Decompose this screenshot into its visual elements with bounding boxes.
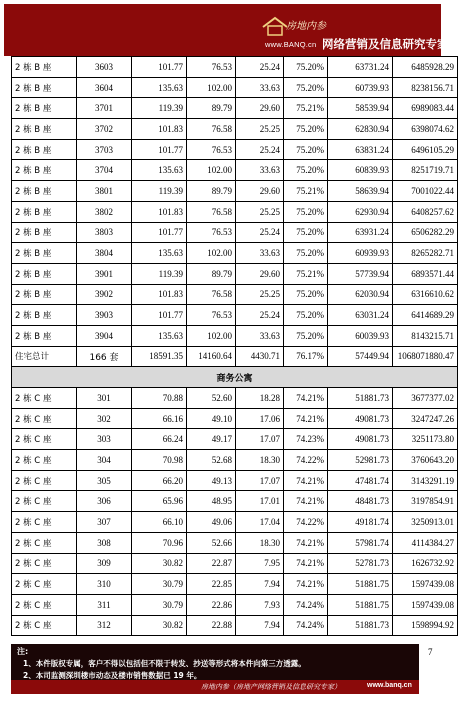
cell-8: 1597439.08 — [393, 574, 458, 595]
cell-4: 89.79 — [187, 181, 236, 202]
cell-4: 22.85 — [187, 574, 236, 595]
price-table-body — [12, 57, 458, 636]
cell-5: 7.94 — [236, 574, 284, 595]
cell-2: 304 — [77, 450, 132, 471]
cell-6: 75.20% — [284, 325, 328, 346]
cell-1: 2 栋 C 座 — [12, 512, 77, 533]
cell-4: 102.00 — [187, 77, 236, 98]
table-row — [12, 429, 458, 450]
cell-3: 101.77 — [132, 222, 187, 243]
cell-4: 52.60 — [187, 388, 236, 409]
cell-2: 306 — [77, 491, 132, 512]
note-line-1: 1、本件版权专属，客户不得以包括但不限于转发、抄送等形式将本件向第三方透露。 — [23, 659, 306, 668]
cell-8: 1597439.08 — [393, 594, 458, 615]
cell-2: 311 — [77, 594, 132, 615]
cell-7: 62030.94 — [328, 284, 393, 305]
total-row — [12, 346, 458, 367]
cell-7: 62930.94 — [328, 201, 393, 222]
cell-7: 51881.73 — [328, 615, 393, 636]
cell-6: 75.20% — [284, 119, 328, 140]
cell-2: 3903 — [77, 305, 132, 326]
cell-4: 22.88 — [187, 615, 236, 636]
cell-3: 70.88 — [132, 388, 187, 409]
cell-1: 2 栋 B 座 — [12, 284, 77, 305]
table-row — [12, 284, 458, 305]
cell-3: 66.20 — [132, 470, 187, 491]
cell-1: 2 栋 B 座 — [12, 160, 77, 181]
table-row — [12, 491, 458, 512]
cell-1: 2 栋 C 座 — [12, 574, 77, 595]
cell-3: 30.82 — [132, 553, 187, 574]
cell-6: 74.21% — [284, 470, 328, 491]
table-row — [12, 553, 458, 574]
footer-url: www.banq.cn — [367, 682, 412, 689]
cell-8: 3251173.80 — [393, 429, 458, 450]
cell-2: 308 — [77, 532, 132, 553]
cell-6: 74.24% — [284, 615, 328, 636]
footer-banner — [11, 680, 419, 694]
cell-3: 30.79 — [132, 594, 187, 615]
cell-3: 101.77 — [132, 305, 187, 326]
cell-5: 17.01 — [236, 491, 284, 512]
cell-6: 74.21% — [284, 532, 328, 553]
cell-8: 6506282.29 — [393, 222, 458, 243]
cell-6: 75.20% — [284, 284, 328, 305]
cell-4: 89.79 — [187, 98, 236, 119]
cell-5: 17.07 — [236, 429, 284, 450]
cell-2: 305 — [77, 470, 132, 491]
cell-8: 6496105.29 — [393, 139, 458, 160]
page-number: 7 — [428, 647, 433, 657]
cell-4: 52.66 — [187, 532, 236, 553]
cell-4: 49.13 — [187, 470, 236, 491]
cell-7: 57981.74 — [328, 532, 393, 553]
cell-3: 18591.35 — [132, 346, 187, 367]
cell-1: 2 栋 C 座 — [12, 450, 77, 471]
cell-6: 74.21% — [284, 553, 328, 574]
table-row — [12, 325, 458, 346]
cell-2: 3901 — [77, 263, 132, 284]
header-banner — [4, 4, 449, 56]
cell-6: 74.21% — [284, 408, 328, 429]
cell-5: 25.25 — [236, 119, 284, 140]
cell-5: 7.93 — [236, 594, 284, 615]
cell-6: 76.17% — [284, 346, 328, 367]
cell-1: 2 栋 B 座 — [12, 243, 77, 264]
cell-5: 29.60 — [236, 98, 284, 119]
cell-8: 3197854.91 — [393, 491, 458, 512]
cell-5: 25.25 — [236, 284, 284, 305]
cell-2: 3801 — [77, 181, 132, 202]
cell-3: 101.83 — [132, 119, 187, 140]
cell-1: 2 栋 C 座 — [12, 470, 77, 491]
cell-7: 48481.73 — [328, 491, 393, 512]
cell-5: 25.24 — [236, 139, 284, 160]
cell-8: 3247247.26 — [393, 408, 458, 429]
cell-5: 29.60 — [236, 181, 284, 202]
cell-2: 3902 — [77, 284, 132, 305]
cell-2: 307 — [77, 512, 132, 533]
cell-1: 2 栋 B 座 — [12, 325, 77, 346]
cell-7: 51881.75 — [328, 594, 393, 615]
logo-url-text: www.BANQ.cn — [265, 40, 317, 49]
cell-1: 2 栋 C 座 — [12, 408, 77, 429]
cell-5: 18.28 — [236, 388, 284, 409]
cell-4: 76.58 — [187, 119, 236, 140]
table-row — [12, 532, 458, 553]
cell-7: 51881.75 — [328, 574, 393, 595]
cell-3: 101.83 — [132, 284, 187, 305]
cell-2: 3802 — [77, 201, 132, 222]
cell-4: 102.00 — [187, 325, 236, 346]
cell-4: 89.79 — [187, 263, 236, 284]
cell-6: 74.22% — [284, 512, 328, 533]
cell-6: 75.20% — [284, 305, 328, 326]
notes-heading: 注: — [17, 647, 29, 656]
cell-5: 25.24 — [236, 222, 284, 243]
table-row — [12, 222, 458, 243]
cell-6: 74.23% — [284, 429, 328, 450]
cell-4: 49.06 — [187, 512, 236, 533]
cell-3: 101.83 — [132, 201, 187, 222]
cell-1: 2 栋 B 座 — [12, 98, 77, 119]
cell-2: 3704 — [77, 160, 132, 181]
cell-3: 135.63 — [132, 243, 187, 264]
cell-1: 2 栋 C 座 — [12, 553, 77, 574]
cell-7: 49081.73 — [328, 408, 393, 429]
cell-4: 76.53 — [187, 139, 236, 160]
cell-1: 2 栋 C 座 — [12, 429, 77, 450]
cell-5: 29.60 — [236, 263, 284, 284]
cell-5: 25.24 — [236, 57, 284, 78]
cell-8: 6316610.62 — [393, 284, 458, 305]
cell-2: 3904 — [77, 325, 132, 346]
cell-8: 4114384.27 — [393, 532, 458, 553]
cell-6: 74.21% — [284, 491, 328, 512]
cell-2: 303 — [77, 429, 132, 450]
cell-5: 17.06 — [236, 408, 284, 429]
table-row — [12, 305, 458, 326]
cell-3: 135.63 — [132, 160, 187, 181]
table-row — [12, 512, 458, 533]
cell-6: 74.21% — [284, 388, 328, 409]
table-row — [12, 181, 458, 202]
cell-2: 3604 — [77, 77, 132, 98]
cell-8: 8143215.71 — [393, 325, 458, 346]
table-row — [12, 57, 458, 78]
cell-2: 3803 — [77, 222, 132, 243]
cell-3: 101.77 — [132, 139, 187, 160]
logo-script-text: 房地内参 — [286, 21, 326, 32]
cell-5: 17.04 — [236, 512, 284, 533]
table-row — [12, 98, 458, 119]
table-row — [12, 263, 458, 284]
cell-7: 63731.24 — [328, 57, 393, 78]
cell-1: 2 栋 B 座 — [12, 305, 77, 326]
cell-1: 2 栋 C 座 — [12, 615, 77, 636]
cell-8: 6414689.29 — [393, 305, 458, 326]
cell-7: 63031.24 — [328, 305, 393, 326]
cell-5: 4430.71 — [236, 346, 284, 367]
cell-8: 6485928.29 — [393, 57, 458, 78]
cell-2: 312 — [77, 615, 132, 636]
cell-8: 6989083.44 — [393, 98, 458, 119]
cell-8: 6893571.44 — [393, 263, 458, 284]
cell-7: 57739.94 — [328, 263, 393, 284]
header-title: 网络营销及信息研究专家 — [322, 37, 449, 51]
cell-7: 52781.73 — [328, 553, 393, 574]
table-row — [12, 450, 458, 471]
section-row — [12, 367, 458, 388]
cell-3: 66.24 — [132, 429, 187, 450]
cell-6: 75.21% — [284, 181, 328, 202]
cell-7: 63831.24 — [328, 139, 393, 160]
cell-3: 70.96 — [132, 532, 187, 553]
cell-3: 101.77 — [132, 57, 187, 78]
note-line-2: 2、本司监测深圳楼市动态及楼市销售数据已 19 年。 — [23, 671, 202, 680]
cell-3: 119.39 — [132, 263, 187, 284]
cell-7: 49181.74 — [328, 512, 393, 533]
cell-3: 66.10 — [132, 512, 187, 533]
cell-8: 3760643.20 — [393, 450, 458, 471]
table-row — [12, 243, 458, 264]
cell-4: 76.53 — [187, 305, 236, 326]
cell-1: 2 栋 C 座 — [12, 532, 77, 553]
cell-6: 74.22% — [284, 450, 328, 471]
cell-4: 49.10 — [187, 408, 236, 429]
cell-7: 51881.73 — [328, 388, 393, 409]
cell-5: 17.07 — [236, 470, 284, 491]
cell-3: 135.63 — [132, 325, 187, 346]
cell-8: 8265282.71 — [393, 243, 458, 264]
cell-3: 70.98 — [132, 450, 187, 471]
cell-8: 6408257.62 — [393, 201, 458, 222]
cell-6: 75.20% — [284, 139, 328, 160]
cell-7: 60839.93 — [328, 160, 393, 181]
cell-7: 57449.94 — [328, 346, 393, 367]
cell-1: 住宅总计 — [12, 346, 77, 367]
cell-4: 102.00 — [187, 243, 236, 264]
cell-2: 302 — [77, 408, 132, 429]
cell-5: 7.94 — [236, 615, 284, 636]
cell-1: 2 栋 C 座 — [12, 388, 77, 409]
cell-4: 48.95 — [187, 491, 236, 512]
cell-5: 33.63 — [236, 243, 284, 264]
cell-4: 102.00 — [187, 160, 236, 181]
cell-1: 2 栋 B 座 — [12, 139, 77, 160]
cell-4: 76.58 — [187, 201, 236, 222]
table-row — [12, 408, 458, 429]
cell-7: 49081.73 — [328, 429, 393, 450]
cell-5: 33.63 — [236, 77, 284, 98]
cell-1: 2 栋 B 座 — [12, 57, 77, 78]
cell-6: 74.24% — [284, 594, 328, 615]
cell-1: 2 栋 B 座 — [12, 181, 77, 202]
cell-3: 135.63 — [132, 77, 187, 98]
footer-text: 房地内参（房地产网络营销及信息研究专家） — [201, 683, 341, 691]
cell-6: 75.20% — [284, 222, 328, 243]
cell-8: 1626732.92 — [393, 553, 458, 574]
cell-2: 3702 — [77, 119, 132, 140]
cell-1: 2 栋 C 座 — [12, 594, 77, 615]
cell-5: 25.25 — [236, 201, 284, 222]
table-row — [12, 160, 458, 181]
cell-6: 75.20% — [284, 201, 328, 222]
cell-2: 309 — [77, 553, 132, 574]
cell-3: 119.39 — [132, 98, 187, 119]
cell-5: 18.30 — [236, 450, 284, 471]
cell-7: 60739.93 — [328, 77, 393, 98]
cell-8: 3677377.02 — [393, 388, 458, 409]
cell-1: 2 栋 B 座 — [12, 263, 77, 284]
table-row — [12, 470, 458, 491]
cell-6: 75.20% — [284, 77, 328, 98]
cell-7: 63931.24 — [328, 222, 393, 243]
cell-7: 60039.93 — [328, 325, 393, 346]
cell-2: 3703 — [77, 139, 132, 160]
section-title: 商务公寓 — [12, 367, 458, 388]
cell-7: 58539.94 — [328, 98, 393, 119]
cell-3: 65.96 — [132, 491, 187, 512]
cell-8: 3250913.01 — [393, 512, 458, 533]
cell-2: 166 套 — [77, 346, 132, 367]
cell-7: 47481.74 — [328, 470, 393, 491]
cell-4: 76.53 — [187, 57, 236, 78]
cell-7: 58639.94 — [328, 181, 393, 202]
cell-3: 119.39 — [132, 181, 187, 202]
cell-5: 33.63 — [236, 325, 284, 346]
cell-8: 1068071880.47 — [393, 346, 458, 367]
cell-5: 25.24 — [236, 305, 284, 326]
cell-6: 75.20% — [284, 243, 328, 264]
cell-1: 2 栋 B 座 — [12, 201, 77, 222]
cell-6: 75.20% — [284, 160, 328, 181]
table-row — [12, 77, 458, 98]
table-row — [12, 139, 458, 160]
cell-6: 74.21% — [284, 574, 328, 595]
cell-5: 7.95 — [236, 553, 284, 574]
cell-3: 30.79 — [132, 574, 187, 595]
table-row — [12, 201, 458, 222]
cell-6: 75.21% — [284, 98, 328, 119]
table-row — [12, 615, 458, 636]
cell-2: 3804 — [77, 243, 132, 264]
cell-6: 75.21% — [284, 263, 328, 284]
cell-4: 14160.64 — [187, 346, 236, 367]
cell-1: 2 栋 C 座 — [12, 491, 77, 512]
price-table — [11, 56, 458, 636]
cell-4: 76.58 — [187, 284, 236, 305]
cell-7: 62830.94 — [328, 119, 393, 140]
cell-2: 3701 — [77, 98, 132, 119]
cell-1: 2 栋 B 座 — [12, 77, 77, 98]
cell-5: 33.63 — [236, 160, 284, 181]
cell-4: 22.86 — [187, 594, 236, 615]
cell-2: 3603 — [77, 57, 132, 78]
table-row — [12, 119, 458, 140]
cell-8: 7001022.44 — [393, 181, 458, 202]
cell-8: 3143291.19 — [393, 470, 458, 491]
cell-5: 18.30 — [236, 532, 284, 553]
cell-3: 30.82 — [132, 615, 187, 636]
cell-4: 49.17 — [187, 429, 236, 450]
cell-4: 76.53 — [187, 222, 236, 243]
cell-2: 310 — [77, 574, 132, 595]
table-row — [12, 574, 458, 595]
table-row — [12, 388, 458, 409]
cell-8: 8251719.71 — [393, 160, 458, 181]
cell-7: 52981.73 — [328, 450, 393, 471]
house-logo-icon — [262, 16, 288, 36]
cell-4: 22.87 — [187, 553, 236, 574]
cell-2: 301 — [77, 388, 132, 409]
cell-1: 2 栋 B 座 — [12, 119, 77, 140]
cell-4: 52.68 — [187, 450, 236, 471]
cell-8: 6398074.62 — [393, 119, 458, 140]
cell-8: 8238156.71 — [393, 77, 458, 98]
cell-6: 75.20% — [284, 57, 328, 78]
cell-1: 2 栋 B 座 — [12, 222, 77, 243]
table-row — [12, 594, 458, 615]
cell-8: 1598994.92 — [393, 615, 458, 636]
cell-3: 66.16 — [132, 408, 187, 429]
cell-7: 60939.93 — [328, 243, 393, 264]
